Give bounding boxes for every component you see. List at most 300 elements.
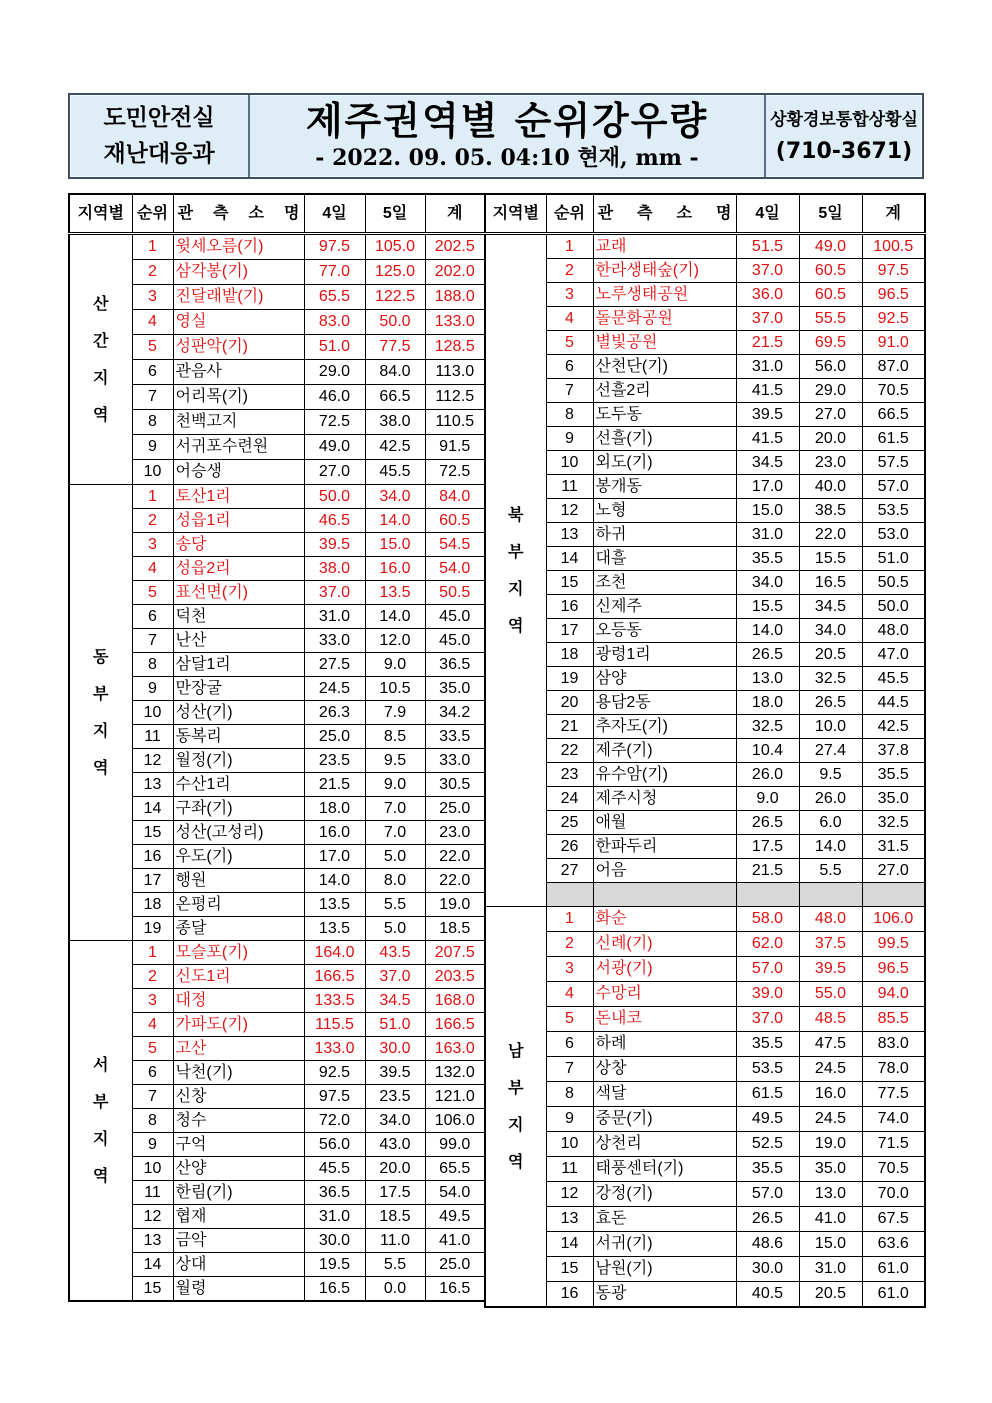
rain-day4: 57.0 xyxy=(736,957,799,982)
rain-day5: 27.0 xyxy=(799,403,862,427)
page-title: 제주권역별 순위강우량 xyxy=(305,99,709,143)
rain-day4: 65.5 xyxy=(304,285,365,310)
rank: 20 xyxy=(546,691,593,715)
division-name: 재난대응과 xyxy=(103,141,215,167)
rank: 12 xyxy=(132,749,173,773)
rank: 11 xyxy=(546,475,593,499)
region-name: 서부지역 xyxy=(69,941,132,1302)
table-row xyxy=(69,845,485,869)
region-name: 북부지역 xyxy=(485,234,546,907)
rain-total: 91.0 xyxy=(862,331,925,355)
rain-total: 23.0 xyxy=(425,821,485,845)
rain-day5: 45.5 xyxy=(365,460,425,485)
rain-day5: 48.5 xyxy=(799,1007,862,1032)
table-row xyxy=(485,715,925,739)
contact-box xyxy=(764,95,922,177)
rank: 4 xyxy=(132,1013,173,1037)
rank: 5 xyxy=(132,335,173,360)
table-row xyxy=(69,1181,485,1205)
rain-total: 72.5 xyxy=(425,460,485,485)
rain-day4: 14.0 xyxy=(304,869,365,893)
rain-day4: 48.6 xyxy=(736,1232,799,1257)
rank: 7 xyxy=(132,1085,173,1109)
rain-day5: 6.0 xyxy=(799,811,862,835)
station-name: 성읍2리 xyxy=(173,557,304,581)
station-name: 동광 xyxy=(593,1282,736,1308)
table-row xyxy=(485,403,925,427)
rank: 1 xyxy=(132,234,173,260)
station-name: 오등동 xyxy=(593,619,736,643)
station-name: 교래 xyxy=(593,234,736,259)
table-row xyxy=(485,1207,925,1232)
col-header-day5: 5일 xyxy=(799,194,862,234)
rain-day5: 55.0 xyxy=(799,982,862,1007)
table-row xyxy=(485,859,925,883)
rain-day4: 39.0 xyxy=(736,982,799,1007)
table-row xyxy=(485,667,925,691)
station-name: 삼양 xyxy=(593,667,736,691)
rain-day4: 133.5 xyxy=(304,989,365,1013)
station-name: 선흘2리 xyxy=(593,379,736,403)
rain-total: 54.0 xyxy=(425,557,485,581)
station-name: 모슬포(기) xyxy=(173,941,304,965)
rain-day5: 5.0 xyxy=(365,845,425,869)
rain-day5 xyxy=(799,883,862,907)
rain-day4: 35.5 xyxy=(736,1032,799,1057)
rain-day5: 42.5 xyxy=(365,435,425,460)
station-name: 돌문화공원 xyxy=(593,307,736,331)
col-header-total: 계 xyxy=(862,194,925,234)
rank: 6 xyxy=(546,1032,593,1057)
col-header-region: 지역별 xyxy=(69,194,132,234)
rain-day5: 20.5 xyxy=(799,1282,862,1308)
col-header-day5: 5일 xyxy=(365,194,425,234)
rainfall-table-left xyxy=(68,193,486,1302)
rank: 15 xyxy=(132,1277,173,1302)
station-name: 별빛공원 xyxy=(593,331,736,355)
report-timestamp: - 2022. 09. 05. 04:10 현재, mm - xyxy=(315,145,699,171)
rain-day4: 41.5 xyxy=(736,427,799,451)
rain-day5: 66.5 xyxy=(365,385,425,410)
rain-total: 74.0 xyxy=(862,1107,925,1132)
rain-day5: 10.0 xyxy=(799,715,862,739)
rain-total: 61.0 xyxy=(862,1257,925,1282)
rank: 10 xyxy=(546,1132,593,1157)
rain-total: 22.0 xyxy=(425,845,485,869)
rain-total: 63.6 xyxy=(862,1232,925,1257)
rain-total: 57.0 xyxy=(862,475,925,499)
rain-day5: 15.5 xyxy=(799,547,862,571)
table-row xyxy=(485,739,925,763)
station-name: 서귀(기) xyxy=(593,1232,736,1257)
rain-day5: 31.0 xyxy=(799,1257,862,1282)
rain-day5: 9.0 xyxy=(365,773,425,797)
rank: 2 xyxy=(132,965,173,989)
rank: 4 xyxy=(132,557,173,581)
station-name: 외도(기) xyxy=(593,451,736,475)
rain-day5: 34.0 xyxy=(365,1109,425,1133)
rain-day4: 41.5 xyxy=(736,379,799,403)
rain-day4: 92.5 xyxy=(304,1061,365,1085)
station-name: 광령1리 xyxy=(593,643,736,667)
table-row xyxy=(485,787,925,811)
rank: 5 xyxy=(132,1037,173,1061)
rain-day5: 8.5 xyxy=(365,725,425,749)
rain-day4: 21.5 xyxy=(736,859,799,883)
station-name: 산양 xyxy=(173,1157,304,1181)
rain-day5: 8.0 xyxy=(365,869,425,893)
rank: 11 xyxy=(546,1157,593,1182)
table-header-row xyxy=(69,194,485,234)
rain-day5: 20.0 xyxy=(799,427,862,451)
table-row xyxy=(69,360,485,385)
table-row xyxy=(485,811,925,835)
rain-day5: 77.5 xyxy=(365,335,425,360)
rain-day5: 50.0 xyxy=(365,310,425,335)
rain-day4: 37.0 xyxy=(736,307,799,331)
rain-day4: 36.0 xyxy=(736,283,799,307)
station-name: 노형 xyxy=(593,499,736,523)
rank: 25 xyxy=(546,811,593,835)
rain-total: 53.0 xyxy=(862,523,925,547)
rain-day5: 9.5 xyxy=(365,749,425,773)
rain-day5: 48.0 xyxy=(799,907,862,932)
rain-day4: 35.5 xyxy=(736,547,799,571)
rain-day5: 60.5 xyxy=(799,259,862,283)
rank: 16 xyxy=(132,845,173,869)
rain-total: 83.0 xyxy=(862,1032,925,1057)
station-name: 청수 xyxy=(173,1109,304,1133)
station-name: 상천리 xyxy=(593,1132,736,1157)
rain-day4: 15.5 xyxy=(736,595,799,619)
rain-day4: 49.0 xyxy=(304,435,365,460)
rain-day4: 31.0 xyxy=(304,605,365,629)
rain-day4: 97.5 xyxy=(304,1085,365,1109)
station-name: 고산 xyxy=(173,1037,304,1061)
rain-total: 133.0 xyxy=(425,310,485,335)
rain-total: 106.0 xyxy=(862,907,925,932)
table-row xyxy=(485,331,925,355)
rank: 2 xyxy=(546,259,593,283)
rain-total: 50.5 xyxy=(425,581,485,605)
empty-row xyxy=(485,883,925,907)
table-row xyxy=(485,957,925,982)
station-name: 애월 xyxy=(593,811,736,835)
table-row xyxy=(69,653,485,677)
station-name: 대정 xyxy=(173,989,304,1013)
rank: 12 xyxy=(546,1182,593,1207)
rank: 26 xyxy=(546,835,593,859)
rain-day5: 24.5 xyxy=(799,1107,862,1132)
rain-total: 99.0 xyxy=(425,1133,485,1157)
table-row xyxy=(485,379,925,403)
rain-total: 33.5 xyxy=(425,725,485,749)
rank: 16 xyxy=(546,1282,593,1308)
rain-day5: 5.0 xyxy=(365,917,425,941)
station-name: 용담2동 xyxy=(593,691,736,715)
rank: 7 xyxy=(132,629,173,653)
rain-day5: 16.0 xyxy=(799,1082,862,1107)
station-name: 봉개동 xyxy=(593,475,736,499)
rain-day5: 26.0 xyxy=(799,787,862,811)
rain-day5: 5.5 xyxy=(799,859,862,883)
rain-total: 45.0 xyxy=(425,629,485,653)
rain-total: 113.0 xyxy=(425,360,485,385)
rank: 10 xyxy=(132,701,173,725)
rank: 5 xyxy=(132,581,173,605)
rank: 8 xyxy=(546,403,593,427)
rain-day5: 13.5 xyxy=(365,581,425,605)
rain-total: 110.5 xyxy=(425,410,485,435)
rain-total: 78.0 xyxy=(862,1057,925,1082)
rain-day4: 13.5 xyxy=(304,917,365,941)
station-name: 우도(기) xyxy=(173,845,304,869)
rank: 8 xyxy=(132,1109,173,1133)
rank: 9 xyxy=(132,677,173,701)
rain-day4: 27.5 xyxy=(304,653,365,677)
rain-day5: 43.5 xyxy=(365,941,425,965)
department-name: 도민안전실 xyxy=(103,105,215,131)
table-row xyxy=(485,1057,925,1082)
rank: 2 xyxy=(546,932,593,957)
rank: 9 xyxy=(132,1133,173,1157)
rain-total: 54.5 xyxy=(425,533,485,557)
station-name: 낙천(기) xyxy=(173,1061,304,1085)
rain-total: 47.0 xyxy=(862,643,925,667)
col-header-total: 계 xyxy=(425,194,485,234)
table-row xyxy=(485,835,925,859)
rank: 6 xyxy=(546,355,593,379)
rain-total: 132.0 xyxy=(425,1061,485,1085)
rain-total: 166.5 xyxy=(425,1013,485,1037)
rain-day4: 35.5 xyxy=(736,1157,799,1182)
table-row xyxy=(69,557,485,581)
station-name: 가파도(기) xyxy=(173,1013,304,1037)
table-row xyxy=(69,677,485,701)
table-row xyxy=(485,571,925,595)
station-name: 성읍1리 xyxy=(173,509,304,533)
rank: 13 xyxy=(546,1207,593,1232)
rain-total: 70.5 xyxy=(862,379,925,403)
rain-total: 92.5 xyxy=(862,307,925,331)
rain-day4: 31.0 xyxy=(736,355,799,379)
rain-day5: 37.5 xyxy=(799,932,862,957)
rain-day5: 34.0 xyxy=(799,619,862,643)
rain-day4: 31.0 xyxy=(304,1205,365,1229)
station-name: 만장굴 xyxy=(173,677,304,701)
rain-day4: 26.5 xyxy=(736,1207,799,1232)
station-name: 송당 xyxy=(173,533,304,557)
station-name: 서귀포수련원 xyxy=(173,435,304,460)
station-name: 진달래밭(기) xyxy=(173,285,304,310)
rank: 6 xyxy=(132,360,173,385)
table-row xyxy=(69,725,485,749)
station-name: 행원 xyxy=(173,869,304,893)
rain-day5: 84.0 xyxy=(365,360,425,385)
station-name: 어리목(기) xyxy=(173,385,304,410)
rank: 1 xyxy=(546,234,593,259)
table-row xyxy=(69,234,485,260)
table-row xyxy=(485,355,925,379)
table-row xyxy=(485,763,925,787)
region-name: 산간지역 xyxy=(69,234,132,485)
table-row xyxy=(69,797,485,821)
rain-day4: 17.0 xyxy=(304,845,365,869)
table-row xyxy=(69,1277,485,1302)
rain-day5: 40.0 xyxy=(799,475,862,499)
office-phone: (710-3671) xyxy=(775,139,913,164)
rain-day4: 26.3 xyxy=(304,701,365,725)
rain-total: 22.0 xyxy=(425,869,485,893)
station-name: 화순 xyxy=(593,907,736,932)
station-name: 추자도(기) xyxy=(593,715,736,739)
station-name: 어승생 xyxy=(173,460,304,485)
rain-day4: 10.4 xyxy=(736,739,799,763)
station-name: 상창 xyxy=(593,1057,736,1082)
table-row xyxy=(69,893,485,917)
table-row xyxy=(485,1182,925,1207)
table-row xyxy=(69,310,485,335)
rain-day4: 21.5 xyxy=(736,331,799,355)
rain-total: 99.5 xyxy=(862,932,925,957)
rain-day5: 7.0 xyxy=(365,821,425,845)
table-row xyxy=(485,307,925,331)
rank: 14 xyxy=(132,797,173,821)
rain-total: 128.5 xyxy=(425,335,485,360)
rain-total: 106.0 xyxy=(425,1109,485,1133)
rain-day5: 56.0 xyxy=(799,355,862,379)
station-name: 제주(기) xyxy=(593,739,736,763)
rain-day5: 19.0 xyxy=(799,1132,862,1157)
rain-total: 25.0 xyxy=(425,797,485,821)
table-row xyxy=(485,547,925,571)
rain-total: 202.0 xyxy=(425,260,485,285)
rank: 16 xyxy=(546,595,593,619)
rain-day5: 15.0 xyxy=(365,533,425,557)
rain-day5: 26.5 xyxy=(799,691,862,715)
table-row xyxy=(485,1232,925,1257)
table-row xyxy=(69,285,485,310)
station-name: 노루생태공원 xyxy=(593,283,736,307)
rank: 5 xyxy=(546,1007,593,1032)
rank: 3 xyxy=(546,283,593,307)
table-row xyxy=(69,701,485,725)
rain-day4: 33.0 xyxy=(304,629,365,653)
table-row xyxy=(69,1133,485,1157)
station-name: 삼달1리 xyxy=(173,653,304,677)
rain-day5: 13.0 xyxy=(799,1182,862,1207)
rain-day5: 5.5 xyxy=(365,893,425,917)
rain-total: 91.5 xyxy=(425,435,485,460)
rain-total: 30.5 xyxy=(425,773,485,797)
rain-day4: 34.0 xyxy=(736,571,799,595)
col-header-station: 관 측 소 명 xyxy=(593,194,736,234)
station-name: 신도1리 xyxy=(173,965,304,989)
rank: 21 xyxy=(546,715,593,739)
rank: 1 xyxy=(546,907,593,932)
rain-day4: 9.0 xyxy=(736,787,799,811)
rain-day5: 7.0 xyxy=(365,797,425,821)
rain-day4: 45.5 xyxy=(304,1157,365,1181)
station-name: 온평리 xyxy=(173,893,304,917)
rank: 9 xyxy=(546,427,593,451)
rank: 15 xyxy=(132,821,173,845)
region-name: 남부지역 xyxy=(485,907,546,1308)
rank: 5 xyxy=(546,331,593,355)
rain-total: 85.5 xyxy=(862,1007,925,1032)
rain-day4: 37.0 xyxy=(736,259,799,283)
rain-total: 36.5 xyxy=(425,653,485,677)
station-name: 신제주 xyxy=(593,595,736,619)
table-row xyxy=(69,485,485,509)
rain-day4: 62.0 xyxy=(736,932,799,957)
rain-day5: 34.5 xyxy=(365,989,425,1013)
rain-day5: 32.5 xyxy=(799,667,862,691)
station-name: 유수암(기) xyxy=(593,763,736,787)
table-row xyxy=(69,965,485,989)
rain-day5: 30.0 xyxy=(365,1037,425,1061)
table-row xyxy=(485,283,925,307)
station-name: 산천단(기) xyxy=(593,355,736,379)
station-name: 강정(기) xyxy=(593,1182,736,1207)
col-header-day4: 4일 xyxy=(304,194,365,234)
table-row xyxy=(69,410,485,435)
station-name: 성판악(기) xyxy=(173,335,304,360)
table-row xyxy=(485,1282,925,1308)
rain-day4: 27.0 xyxy=(304,460,365,485)
rain-total: 50.5 xyxy=(862,571,925,595)
rank: 18 xyxy=(546,643,593,667)
station-name: 구억 xyxy=(173,1133,304,1157)
table-row xyxy=(485,234,925,259)
rain-total: 70.5 xyxy=(862,1157,925,1182)
station-name: 선흘(기) xyxy=(593,427,736,451)
rain-day4: 25.0 xyxy=(304,725,365,749)
rank: 18 xyxy=(132,893,173,917)
rain-day5: 125.0 xyxy=(365,260,425,285)
rain-day5: 20.5 xyxy=(799,643,862,667)
rain-day5: 0.0 xyxy=(365,1277,425,1302)
station-name: 한파두리 xyxy=(593,835,736,859)
rain-day5: 38.0 xyxy=(365,410,425,435)
rain-day5: 20.0 xyxy=(365,1157,425,1181)
table-row xyxy=(69,1157,485,1181)
rain-day4: 13.0 xyxy=(736,667,799,691)
table-row xyxy=(69,989,485,1013)
rainfall-table-right xyxy=(484,193,926,1308)
rain-day5: 14.0 xyxy=(799,835,862,859)
table-row xyxy=(485,523,925,547)
rain-day5: 9.0 xyxy=(365,653,425,677)
rain-total: 48.0 xyxy=(862,619,925,643)
table-row xyxy=(69,1037,485,1061)
station-name: 월정(기) xyxy=(173,749,304,773)
table-row xyxy=(69,869,485,893)
rain-day4: 32.5 xyxy=(736,715,799,739)
rank: 3 xyxy=(132,285,173,310)
rain-day5: 122.5 xyxy=(365,285,425,310)
table-row xyxy=(485,595,925,619)
rain-total: 31.5 xyxy=(862,835,925,859)
rain-day5: 37.0 xyxy=(365,965,425,989)
rain-total: 65.5 xyxy=(425,1157,485,1181)
table-row xyxy=(485,1032,925,1057)
table-row xyxy=(69,749,485,773)
rain-day5: 60.5 xyxy=(799,283,862,307)
rain-day5: 16.5 xyxy=(799,571,862,595)
station-name: 서광(기) xyxy=(593,957,736,982)
station-name: 금악 xyxy=(173,1229,304,1253)
